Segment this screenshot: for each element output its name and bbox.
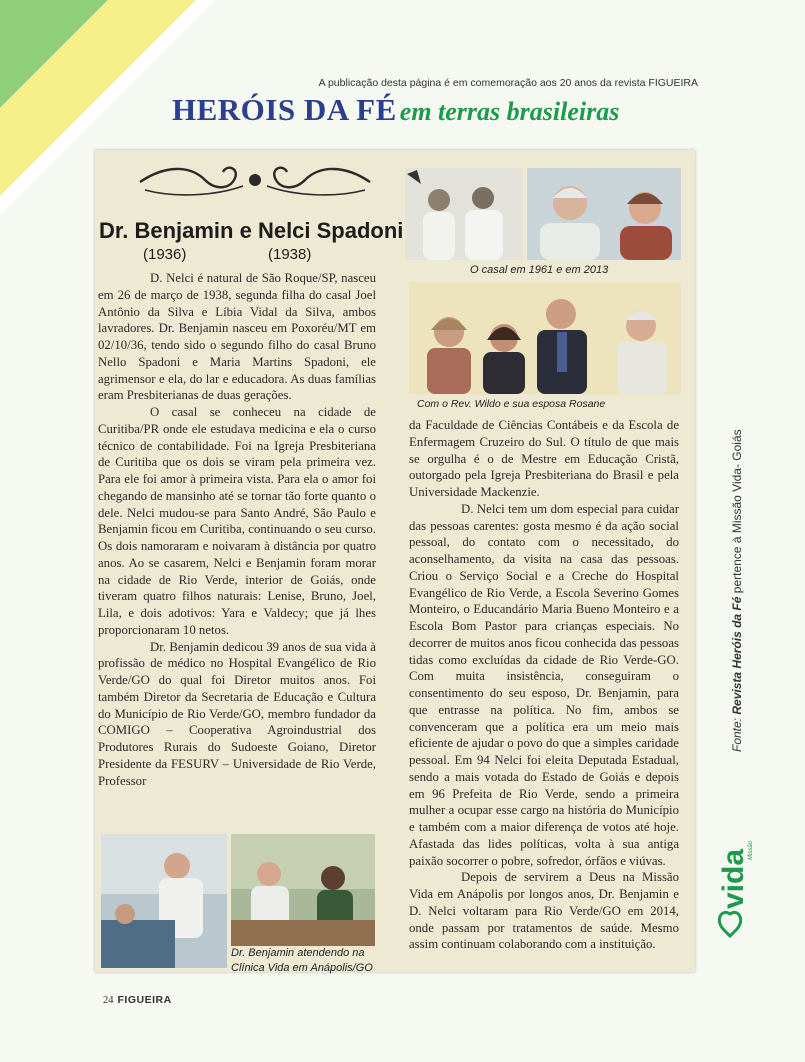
year-nelci: (1938) — [268, 246, 312, 263]
missao-vida-logo — [716, 820, 756, 938]
caption-clinic-line1: Dr. Benjamin atendendo na — [231, 947, 365, 959]
paragraph: D. Nelci tem um dom especial para cuidar das pessoas carentes: gosta mesmo é da ação social pessoal, do contato com o necessitado, do aconselhamento, da visita na casa das pessoas. Criou o Serviço Social e a Creche do Hospital Evangélico de Rio Verde, a Escola Severino Gomes Monteiro, o Educandário Maria Bueno Monteiro e a Escola Bom Pastor para crianças especiais. No decorrer de muitos anos ficou conhecida das pessoas tidas como excluídas da cidade de Rio Verde-GO. Com muita insistência, conseguiram o consentimento do seu esposo, Dr. Benjamin, para que entrasse na política. No fim, ambos se convenceram que a política era um meio mais eficiente de ajudar o povo do que a simples caridade pessoal. Em 94 Nelci foi eleita Deputada Estadual, sendo a mais votada do Estado de Goiás e depois em 96 Prefeita de Rio Verde, sendo a primeira mulher a ocupar esse cargo na história do Município e também com a maior diferença de votos até hoje. Afastada das lides políticas, volta à sua antiga paixão socorrer o pobre, sofredor, órfãos e viúvas. — [409, 501, 679, 868]
svg-text:vida: vida — [717, 848, 750, 909]
article-left-column — [98, 270, 376, 789]
headline-main: HERÓIS DA FÉ — [172, 92, 397, 127]
article-right-column — [409, 417, 679, 953]
caption-clinic-line2: Clínica Vida em Anápolis/GO — [231, 962, 373, 974]
caption-wildo: Com o Rev. Wildo e sua esposa Rosane — [417, 398, 606, 410]
article-years — [143, 246, 403, 263]
paragraph: Depois de servirem a Deus na Missão Vida em Anápolis por longos anos, Dr. Benjamin e D. Nelci voltaram para Rio Verde/GO em 2014, onde passam por tratamentos de saúde. Mesmo assim continuam colaborando com a instituição. — [409, 870, 679, 952]
paragraph: Dr. Benjamin dedicou 39 anos de sua vida à profissão de médico no Hospital Evangélico de Rio Verde/GO do qual foi Diretor muitos anos. Foi também Diretor da Secretaria de Educação e Cultura do Município de Rio Verde/GO, membro fundador da COMIGO – Cooperativa Agroindustrial dos Produtores Rurais do Sudoeste Goiano, Diretor Presidente da FESURV – Universidade de Rio Verde, Professor — [98, 639, 376, 788]
svg-text:Missão: Missão — [748, 840, 754, 860]
page-headline — [172, 92, 702, 128]
magazine-brand: FIGUEIRA — [117, 994, 172, 1006]
ornament-flourish — [135, 160, 375, 200]
page-footer — [103, 994, 223, 1006]
source-credit — [730, 429, 744, 752]
photo-couple — [405, 168, 681, 260]
page-number: 24 — [103, 995, 114, 1006]
paragraph: D. Nelci é natural de São Roque/SP, nasceu em 26 de março de 1938, segunda filha do casal Joel Antônio da Silva e Líbia Vidal da Silva, ambos lavradores. Dr. Benjamin nasceu em Poxoréu/MT em 02/10/36, tendo sido o segundo filho do casal Bruno Nello Spadoni e Maria Martins Spadoni, ele agrimensor e ela, do lar e educadora. As duas famílias eram Presbiterianas de duas gerações. — [98, 271, 376, 403]
credit-rest: pertence à Missão Vida- Goiás — [730, 429, 744, 594]
article-title: Dr. Benjamin e Nelci Spadoni — [99, 218, 404, 243]
paragraph: da Faculdade de Ciências Contábeis e da Escola de Enfermagem Cruzeiro do Sul. O título de que mais se orgulha é o de Mestre em Educação Cristã, outorgado pela Igreja Presbiteriana do Brasil e pela Universidade Mackenzie. — [409, 418, 679, 499]
caption-couple: O casal em 1961 e em 2013 — [470, 264, 609, 276]
photo-clinic-exam — [101, 834, 227, 968]
publication-note: A publicação desta página é em comemoração aos 20 anos da revista FIGUEIRA — [318, 77, 698, 89]
photo-with-rev-wildo — [409, 282, 681, 394]
photo-clinic-office — [231, 834, 375, 946]
credit-prefix: Fonte: — [730, 717, 744, 752]
credit-magazine: Revista Heróis da Fé — [730, 596, 744, 715]
year-benjamin: (1936) — [143, 246, 187, 263]
article-panel — [95, 150, 695, 972]
headline-sub: em terras brasileiras — [399, 97, 620, 126]
paragraph: O casal se conheceu na cidade de Curitiba/PR onde ele estudava medicina e ela o curso técnico de contabilidade. Foi na Igreja Presbiteriana de Curitiba que os dois se viram pela primeira vez. Para ele foi amor à primeira vista. Para ela o amor foi chegando de mansinho até se tornar tão forte quanto o dele. Nelci mudou-se para Santo André, São Paulo e Benjamin ficou em Curitiba, continuando o seu curso. Os dois namoraram e noivaram à distância por quatro anos. Ao se casarem, Nelci e Benjamin foram morar na cidade de Rio Verde, interior de Goiás, onde tiveram quatro filhos naturais: Lenise, Bruno, Joel, Lila, e dois adotivos: Yara e Valdecy; que já lhes proporcionaram 10 netos. — [98, 405, 376, 637]
